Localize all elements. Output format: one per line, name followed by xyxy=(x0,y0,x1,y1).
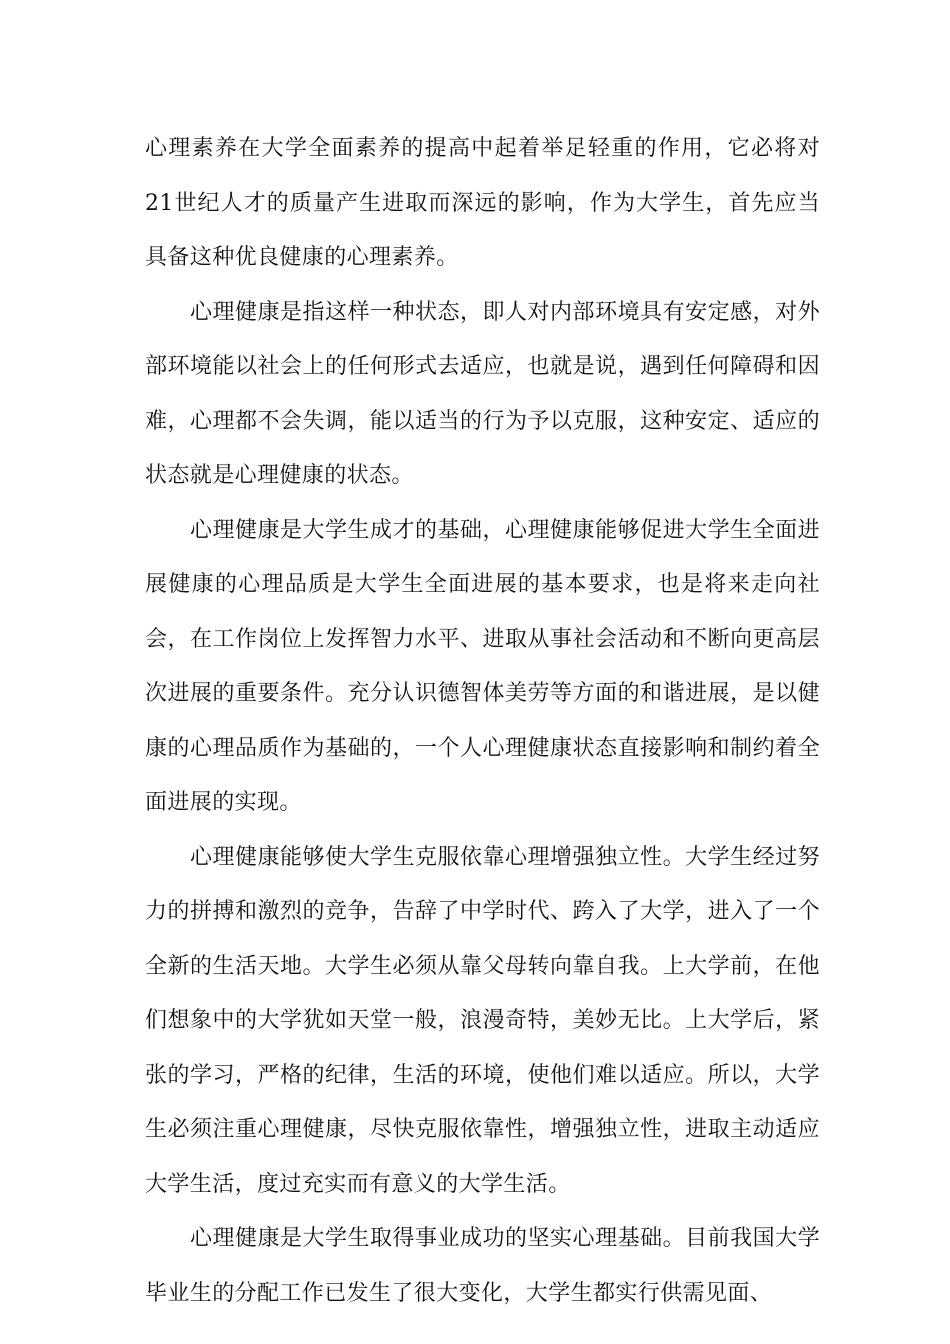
paragraph-1: 心理素养在大学全面素养的提高中起着举足轻重的作用，它必将对21世纪人才的质量产生进取而深远的影响，作为大学生，首先应当具备这种优良健康的心理素养。 xyxy=(145,136,820,270)
paragraph-5: 心理健康是大学生取得事业成功的坚实心理基础。目前我国大学毕业生的分配工作已发生了很大变化，大学生都实行供需见面、 xyxy=(145,1226,820,1306)
document-page xyxy=(145,122,820,1321)
paragraph-4: 心理健康能够使大学生克服依靠心理增强独立性。大学生经过努力的拼搏和激烈的竞争，告辞了中学时代、跨入了大学，进入了一个全新的生活天地。大学生必须从靠父母转向靠自我。上大学前，在他们想象中的大学犹如天堂一般，浪漫奇特，美妙无比。上大学后，紧张的学习，严格的纪律，生活的环境，使他们难以适应。所以，大学生必须注重心理健康，尽快克服依靠性，增强独立性，进取主动适应大学生活，度过充实而有意义的大学生活。 xyxy=(145,844,820,1197)
paragraph-2: 心理健康是指这样一种状态，即人对内部环境具有安定感，对外部环境能以社会上的任何形式去适应，也就是说，遇到任何障碍和因难，心理都不会失调，能以适当的行为予以克服，这种安定、适应的状态就是心理健康的状态。 xyxy=(145,299,820,488)
paragraph-3: 心理健康是大学生成才的基础，心理健康能够促进大学生全面进展健康的心理品质是大学生全面进展的基本要求，也是将来走向社会，在工作岗位上发挥智力水平、进取从事社会活动和不断向更高层次进展的重要条件。充分认识德智体美劳等方面的和谐进展，是以健康的心理品质作为基础的，一个人心理健康状态直接影响和制约着全面进展的实现。 xyxy=(145,517,820,815)
